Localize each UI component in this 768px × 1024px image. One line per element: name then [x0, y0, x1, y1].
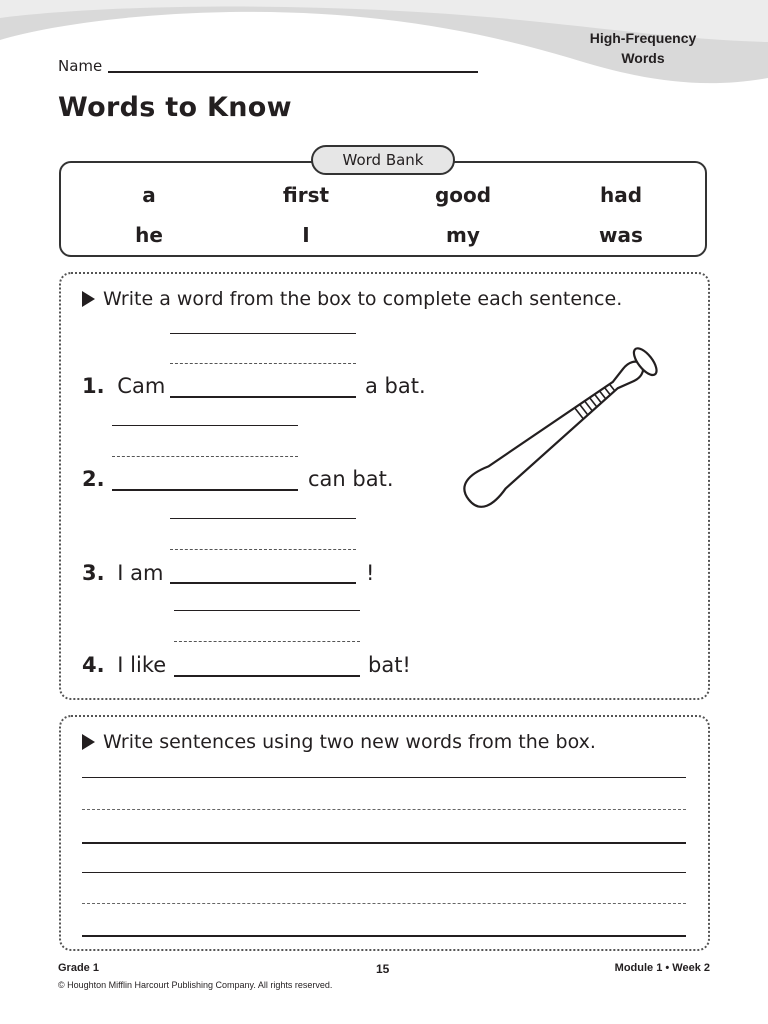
sentence-text: I like [117, 653, 167, 677]
footer-copyright: © Houghton Mifflin Harcourt Publishing Company. All rights reserved. [58, 980, 333, 990]
bank-word: was [599, 223, 643, 247]
item-number: 1. [82, 374, 105, 398]
instruction-2 [82, 731, 596, 753]
sentence-3 [82, 561, 163, 585]
sentence-text: can bat. [308, 467, 394, 491]
triangle-arrow-icon [82, 291, 95, 307]
section-tag-line2: Words [621, 50, 665, 66]
handwriting-guide-mid [170, 363, 356, 364]
item-number: 4. [82, 653, 105, 677]
writing-line-top[interactable] [82, 777, 686, 778]
item-number: 3. [82, 561, 105, 585]
page-number: 15 [376, 962, 390, 976]
name-write-line[interactable] [108, 71, 478, 73]
section-tag-line1: High-Frequency [589, 30, 697, 46]
bank-word: had [599, 183, 643, 207]
item-number: 2. [82, 467, 105, 491]
handwriting-guide-top [170, 333, 356, 334]
word-bank-tab: Word Bank [311, 145, 455, 175]
instruction-2-text: Write sentences using two new words from the box. [103, 731, 596, 753]
triangle-arrow-icon [82, 734, 95, 750]
word-bank-box [59, 161, 707, 257]
answer-line-4[interactable] [174, 675, 360, 677]
handwriting-guide-top [112, 425, 298, 426]
bank-word: my [446, 223, 480, 247]
bank-word: I [302, 223, 310, 247]
writing-line-base[interactable] [82, 842, 686, 844]
bank-word: good [434, 183, 492, 207]
sentence-text: a bat. [365, 374, 426, 398]
sentence-text: ! [366, 561, 375, 585]
bank-word: he [135, 223, 163, 247]
handwriting-guide-top [174, 610, 360, 611]
instruction-1 [82, 288, 622, 310]
sentence-2 [82, 467, 111, 491]
footer-grade: Grade 1 [58, 962, 99, 974]
sentence-1 [82, 374, 165, 398]
handwriting-guide-mid [174, 641, 360, 642]
sentence-text: Cam [117, 374, 166, 398]
name-label: Name [58, 57, 103, 75]
sentence-text: I am [117, 561, 164, 585]
answer-line-3[interactable] [170, 582, 356, 584]
writing-line-mid [82, 903, 686, 904]
answer-line-2[interactable] [112, 489, 298, 491]
writing-line-base[interactable] [82, 935, 686, 937]
handwriting-guide-mid [112, 456, 298, 457]
bank-word: first [282, 183, 330, 207]
sentence-text: bat! [368, 653, 411, 677]
writing-line-top[interactable] [82, 872, 686, 873]
baseball-bat-icon [448, 322, 692, 522]
footer-module: Module 1 • Week 2 [614, 962, 710, 974]
sentence-4 [82, 653, 166, 677]
section-tag [578, 28, 708, 68]
writing-line-mid [82, 809, 686, 810]
handwriting-guide-top [170, 518, 356, 519]
instruction-1-text: Write a word from the box to complete each sentence. [103, 288, 623, 310]
page-title: Words to Know [58, 92, 292, 123]
bank-word: a [142, 183, 156, 207]
answer-line-1[interactable] [170, 396, 356, 398]
handwriting-guide-mid [170, 549, 356, 550]
